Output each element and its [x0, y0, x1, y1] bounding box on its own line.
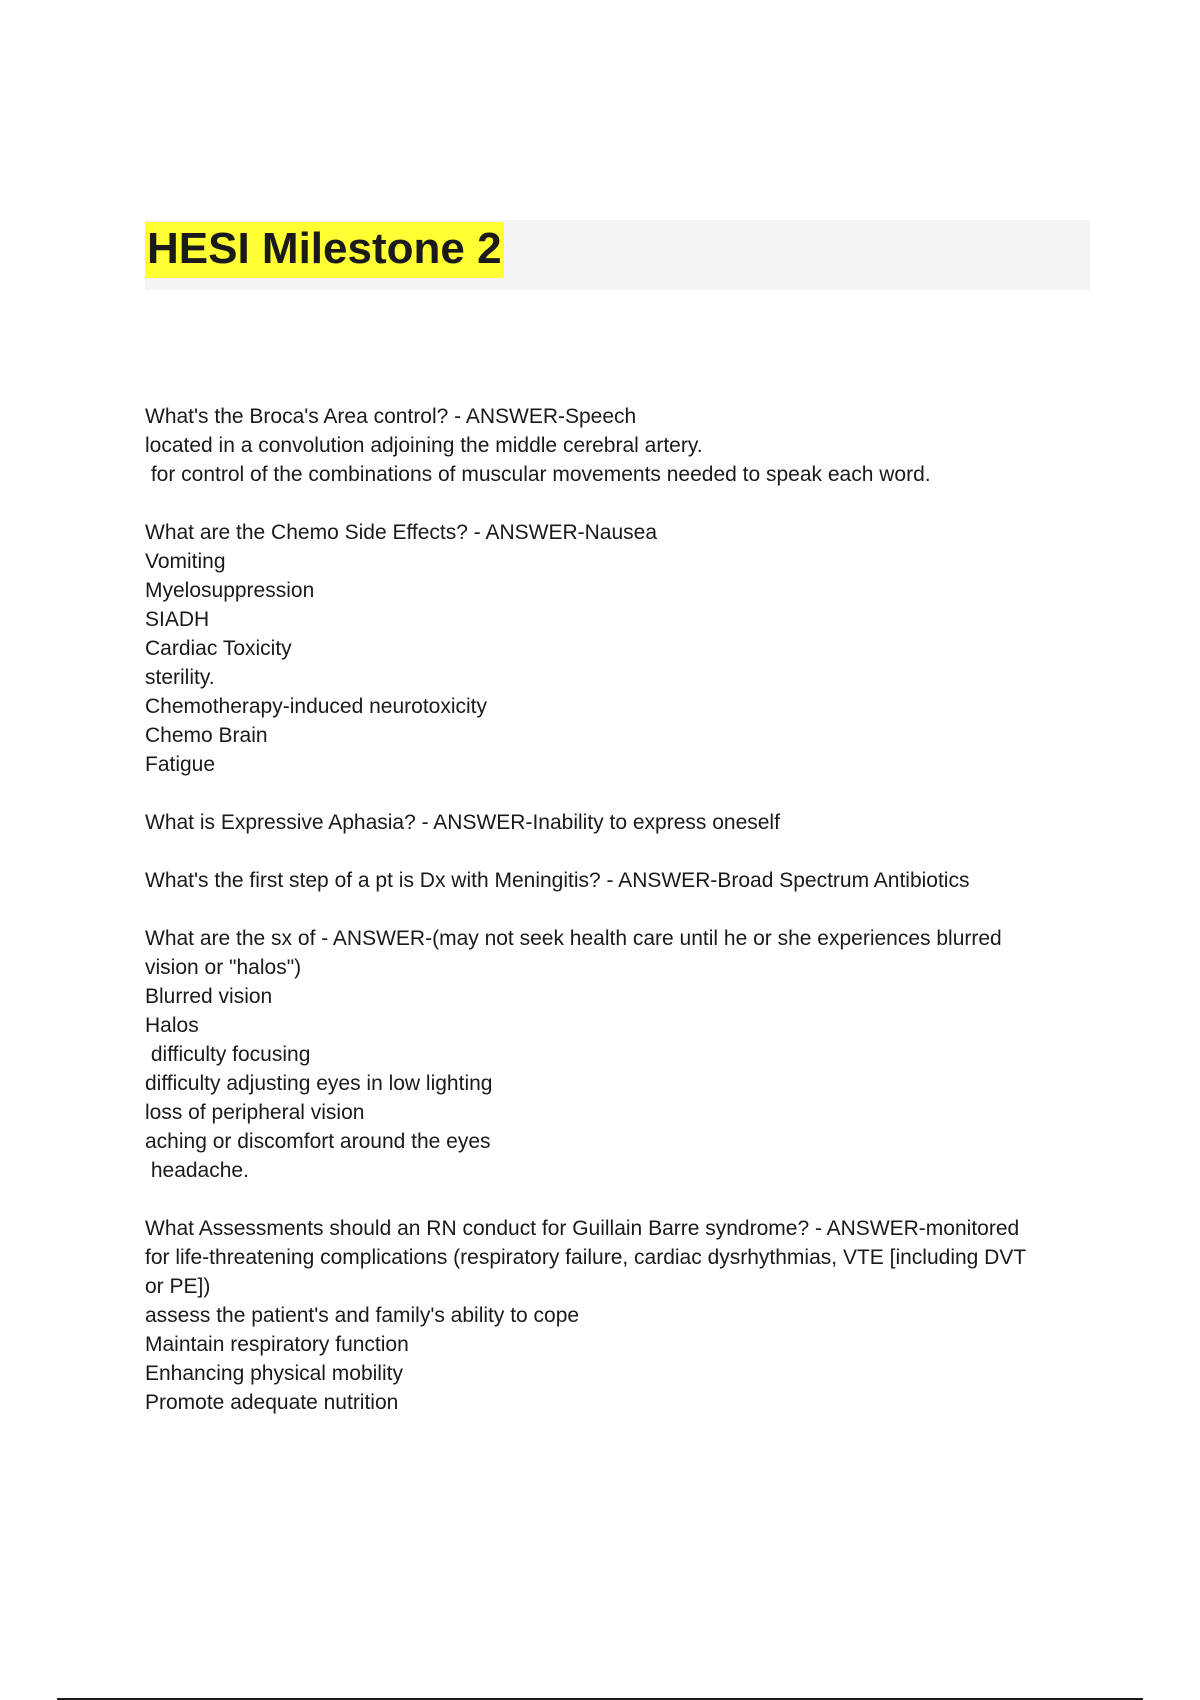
qa-line: Halos — [145, 1014, 199, 1037]
qa-line: vision or "halos") — [145, 956, 302, 979]
qa-item-chemo-side-effects — [145, 518, 1090, 779]
qa-line: Chemotherapy-induced neurotoxicity — [145, 695, 488, 718]
qa-line: located in a convolution adjoining the middle cerebral artery. — [145, 434, 703, 457]
qa-line: sterility. — [145, 666, 215, 689]
qa-line: Fatigue — [145, 753, 216, 776]
qa-line: headache. — [145, 1159, 249, 1182]
qa-line: Vomiting — [145, 550, 226, 573]
qa-line: assess the patient's and family's ability to cope — [145, 1304, 580, 1327]
qa-line: What are the Chemo Side Effects? - ANSWER-Nausea — [145, 521, 657, 544]
qa-line: Blurred vision — [145, 985, 273, 1008]
qa-item-meningitis — [145, 866, 1090, 895]
qa-line: Chemo Brain — [145, 724, 268, 747]
qa-line: aching or discomfort around the eyes — [145, 1130, 491, 1153]
qa-item-expressive-aphasia — [145, 808, 1090, 837]
qa-line: difficulty adjusting eyes in low lighting — [145, 1072, 493, 1095]
qa-line: Cardiac Toxicity — [145, 637, 292, 660]
qa-line: SIADH — [145, 608, 210, 631]
qa-line: Maintain respiratory function — [145, 1333, 409, 1356]
document-title: HESI Milestone 2 — [145, 222, 504, 278]
qa-line: What's the Broca's Area control? - ANSWER-Speech — [145, 405, 637, 428]
qa-line: Promote adequate nutrition — [145, 1391, 399, 1414]
qa-line: loss of peripheral vision — [145, 1101, 365, 1124]
qa-line: What Assessments should an RN conduct for Guillain Barre syndrome? - ANSWER-monitored — [145, 1217, 1020, 1240]
qa-line: or PE]) — [145, 1275, 211, 1298]
qa-line: What is Expressive Aphasia? - ANSWER-Inability to express oneself — [145, 811, 780, 834]
qa-content — [145, 402, 1090, 1446]
qa-line: What's the first step of a pt is Dx with Meningitis? - ANSWER-Broad Spectrum Antibiotics — [145, 869, 970, 892]
qa-line: for life-threatening complications (respiratory failure, cardiac dysrhythmias, VTE [including DVT — [145, 1246, 1027, 1269]
qa-line: difficulty focusing — [145, 1043, 311, 1066]
qa-line: Enhancing physical mobility — [145, 1362, 403, 1385]
qa-item-brocas-area — [145, 402, 1090, 489]
qa-line: Myelosuppression — [145, 579, 315, 602]
qa-line: for control of the combinations of muscular movements needed to speak each word. — [145, 463, 931, 486]
qa-item-guillain-barre — [145, 1214, 1090, 1417]
qa-line: What are the sx of - ANSWER-(may not seek health care until he or she experiences blurred — [145, 927, 1002, 950]
qa-item-sx — [145, 924, 1090, 1185]
